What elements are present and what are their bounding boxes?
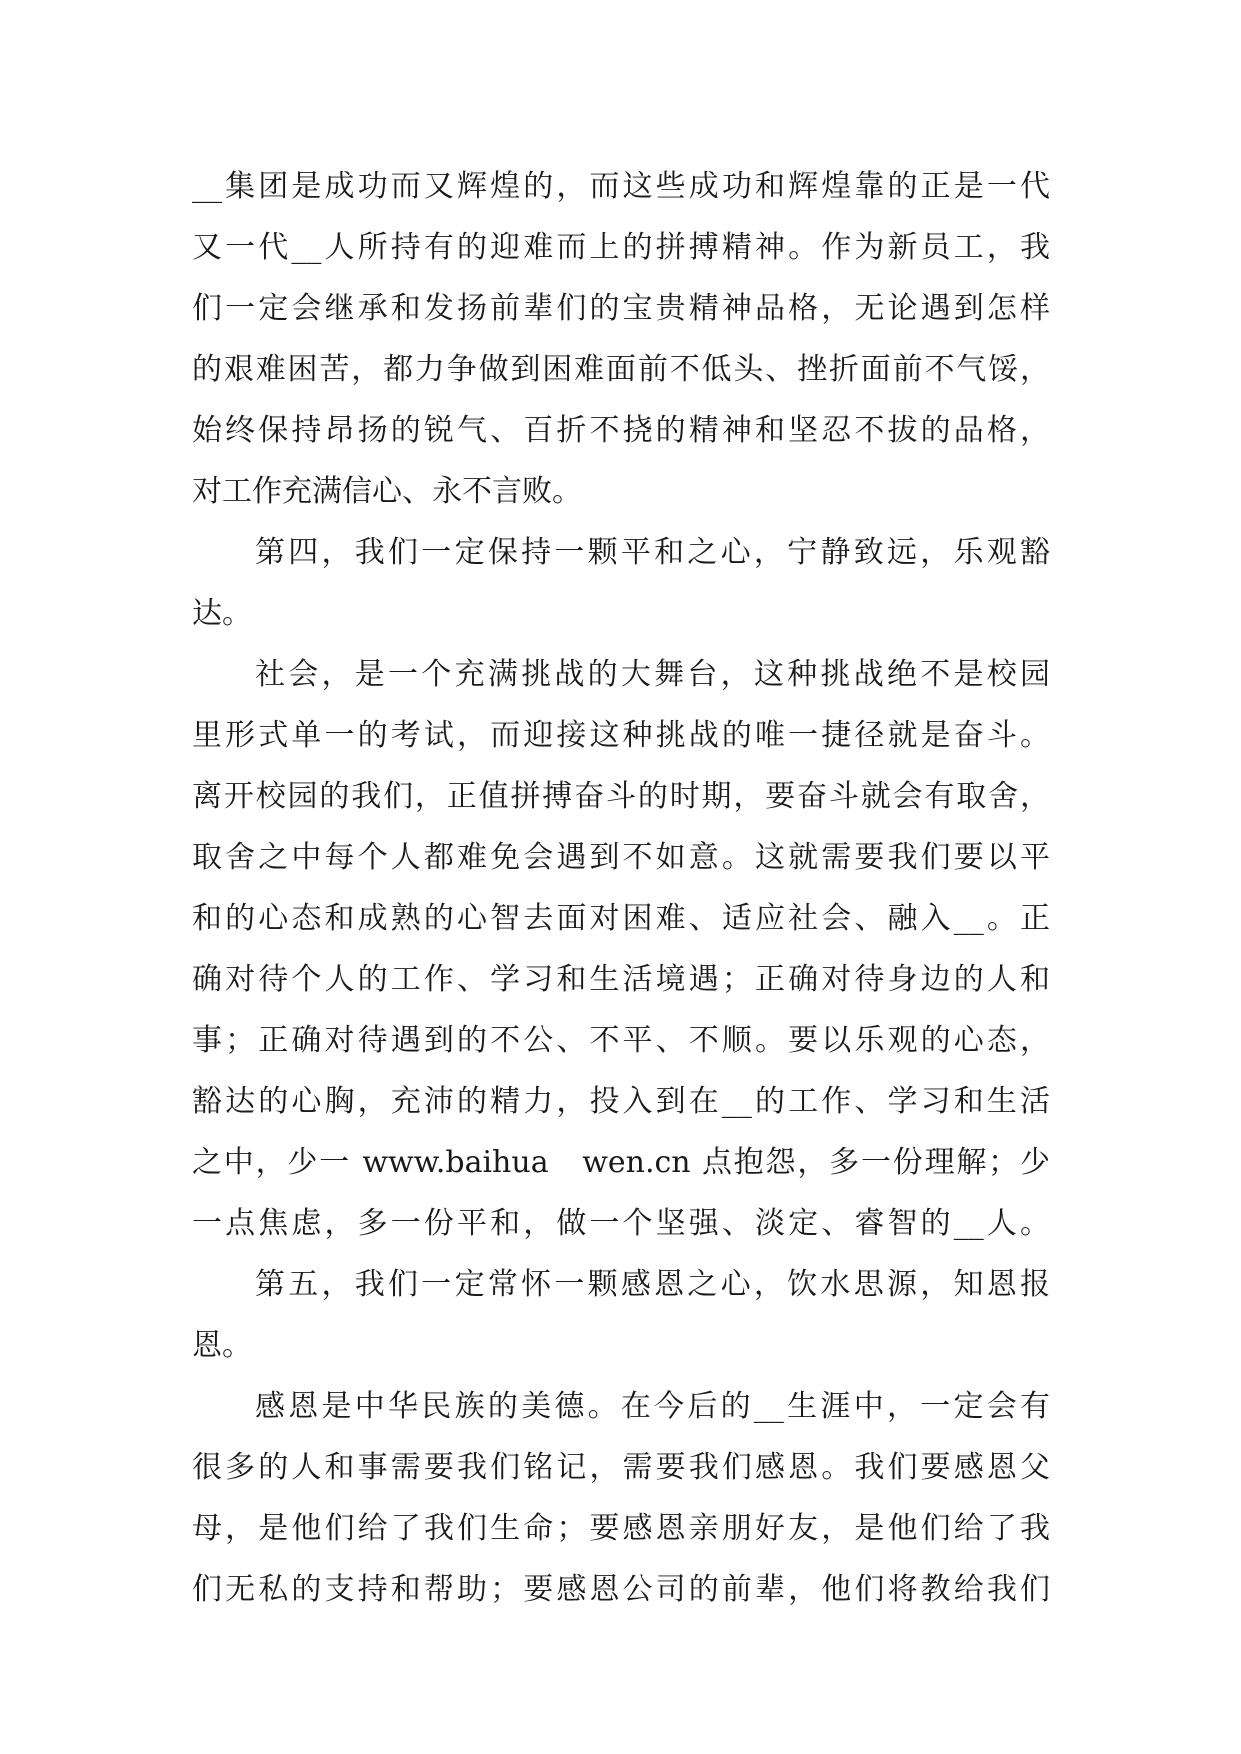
text-line: 始终保持昂扬的锐气、百折不挠的精神和坚忍不拔的品格，	[192, 413, 1050, 448]
text-line: 和的心态和成熟的心智去面对困难、适应社会、融入__。正	[192, 901, 1050, 936]
text-line: 确对待个人的工作、学习和生活境遇；正确对待身边的人和	[192, 962, 1050, 997]
text-line: 里形式单一的考试，而迎接这种挑战的唯一捷径就是奋斗。	[192, 718, 1050, 753]
text-line: 之中，少一 www.baihua wen.cn 点抱怨，多一份理解；少	[192, 1145, 1050, 1180]
text-line: 们无私的支持和帮助；要感恩公司的前辈，他们将教给我们	[192, 1572, 1050, 1607]
text-line: 离开校园的我们，正值拼搏奋斗的时期，要奋斗就会有取舍，	[192, 779, 1050, 814]
text-line: 又一代__人所持有的迎难而上的拼搏精神。作为新员工，我	[192, 230, 1050, 265]
text-line: 对工作充满信心、永不言败。	[192, 474, 582, 509]
text-line: 一点焦虑，多一份平和，做一个坚强、淡定、睿智的__人。	[192, 1206, 1050, 1241]
text-line: 事；正确对待遇到的不公、不平、不顺。要以乐观的心态，	[192, 1023, 1050, 1058]
text-line: 达。	[192, 596, 252, 631]
text-line: 们一定会继承和发扬前辈们的宝贵精神品格，无论遇到怎样	[192, 291, 1050, 326]
text-line: 豁达的心胸，充沛的精力，投入到在__的工作、学习和生活	[192, 1084, 1050, 1119]
document-body	[192, 156, 1050, 1620]
text-line: 取舍之中每个人都难免会遇到不如意。这就需要我们要以平	[192, 840, 1050, 875]
text-line: 的艰难困苦，都力争做到困难面前不低头、挫折面前不气馁，	[192, 352, 1050, 387]
paragraph-heading-line: 第四，我们一定保持一颗平和之心，宁静致远，乐观豁	[255, 535, 1050, 570]
text-line: 感恩是中华民族的美德。在今后的__生涯中，一定会有	[255, 1389, 1050, 1424]
text-line: 恩。	[192, 1328, 252, 1363]
text-line: 社会，是一个充满挑战的大舞台，这种挑战绝不是校园	[255, 657, 1050, 692]
text-line: __集团是成功而又辉煌的，而这些成功和辉煌靠的正是一代	[192, 169, 1050, 204]
paragraph-heading-line: 第五，我们一定常怀一颗感恩之心，饮水思源，知恩报	[255, 1267, 1050, 1302]
text-line: 母，是他们给了我们生命；要感恩亲朋好友，是他们给了我	[192, 1511, 1050, 1546]
text-line: 很多的人和事需要我们铭记，需要我们感恩。我们要感恩父	[192, 1450, 1050, 1485]
